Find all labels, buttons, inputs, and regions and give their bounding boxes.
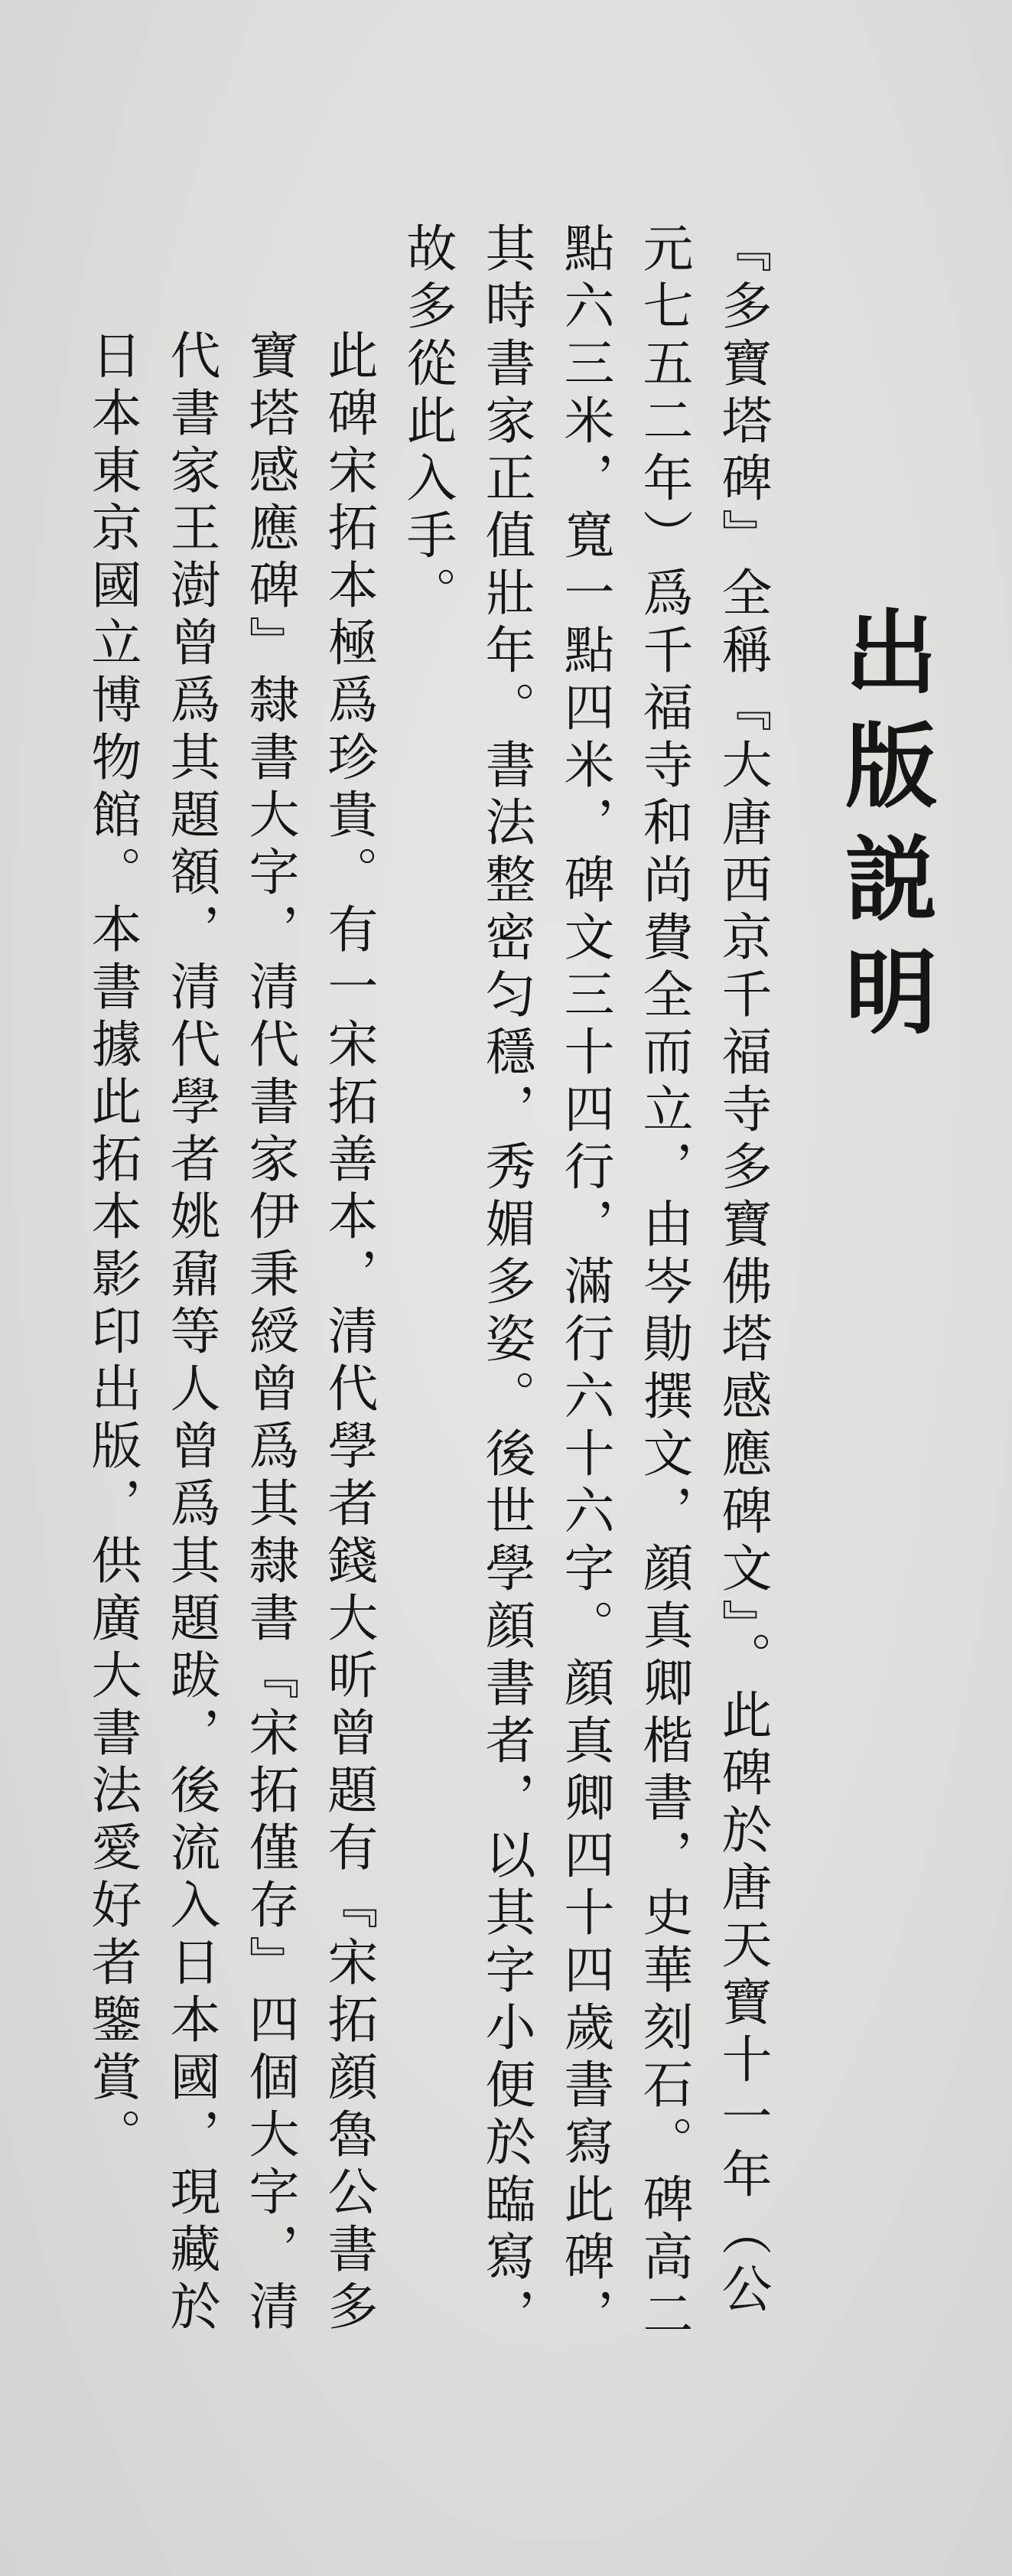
paragraph-rubbing-history: 此碑宋拓本極爲珍貴。有一宋拓善本，清代學者錢大昕曾題有『宋拓顔魯公書多寶塔感應碑』隸書大字，清代書家伊秉綬曾爲其隸書『宋拓僅存』四個大字，清代書家王澍曾爲其題額，清代學者姚鼐等人曾爲其題跋，後流入日本國，現藏於日本東京國立博物館。本書據此拓本影印出版，供廣大書法愛好者鑒賞。 [83,329,378,2337]
document-body [73,115,782,2372]
document-title: 出版説明 [830,604,938,1057]
paragraph-introduction: 『多寶塔碑』全稱『大唐西京千福寺多寶佛塔感應碑文』。此碑於唐天寶十一年（公元七五二年）爲千福寺和尚費全而立，由岑勛撰文，顔真卿楷書，史華刻石。碑高二點六三米，寬一點四米，碑文三十四行，滿行六十六字。顔真卿四十四歲書寫此碑，其時書家正值壯年。書法整密匀穩，秀媚多姿。後世學顔書者，以其字小便於臨寫，故多從此入手。 [398,222,772,2345]
